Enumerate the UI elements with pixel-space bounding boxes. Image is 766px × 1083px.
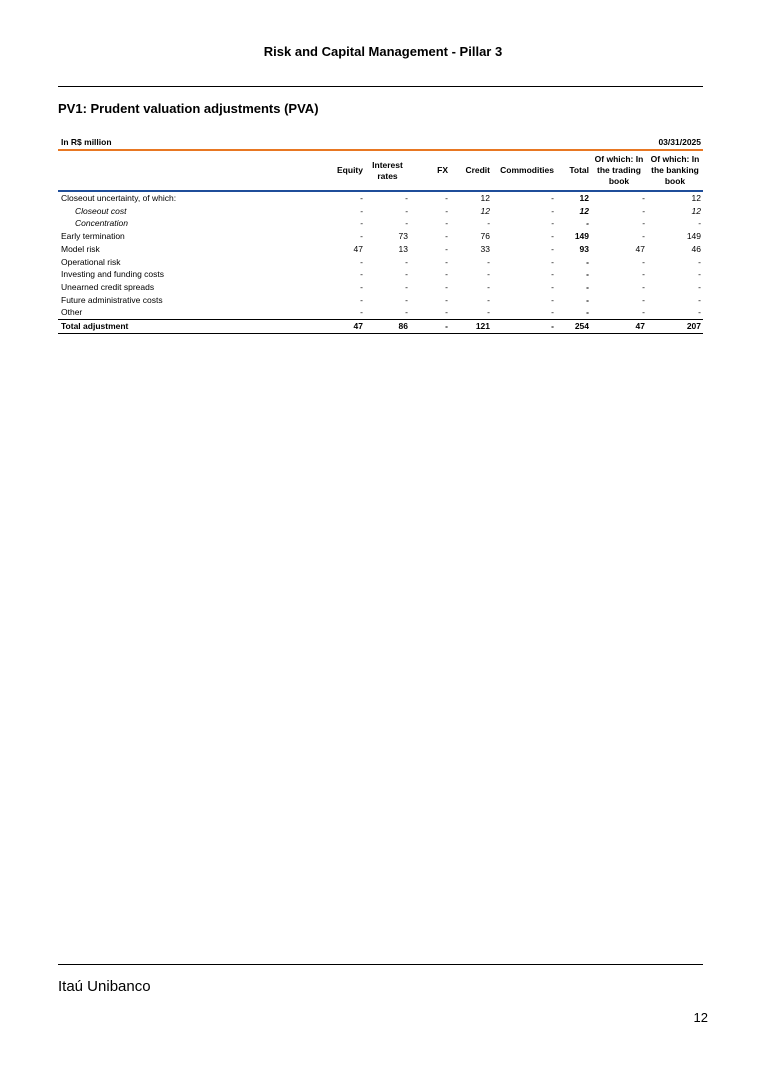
value-cell: - [487,307,490,318]
row-label: Other [61,307,83,318]
value-cell: 47 [591,320,647,334]
row-label: Operational risk [61,256,121,267]
value-cell: 76 [480,231,490,242]
column-header-credit: Credit [450,151,492,191]
value-cell: 47 [320,320,365,334]
value-cell: - [642,307,645,318]
value-cell: - [360,269,363,280]
value-cell: - [642,218,645,229]
footer-divider [58,964,703,965]
value-cell: - [492,320,556,334]
value-cell: - [445,281,448,292]
value-cell: - [445,307,448,318]
value-cell: - [445,294,448,305]
value-cell: - [405,269,408,280]
table-row [58,294,703,307]
value-cell: - [551,243,554,254]
pva-table-container [58,137,703,334]
value-cell: - [405,256,408,267]
value-cell: 93 [579,243,589,254]
page-number: 12 [693,1010,708,1025]
value-cell: - [360,294,363,305]
value-cell: - [487,294,490,305]
row-label: Closeout uncertainty, of which: [61,193,177,203]
column-header-banking-book: Of which: In the banking book [647,151,703,191]
value-cell: - [487,256,490,267]
table-row [58,306,703,319]
value-cell: 149 [574,231,589,242]
value-cell: - [551,205,554,216]
column-header-fx: FX [410,151,450,191]
column-header-commodities: Commodities [492,151,556,191]
table-row [58,205,703,218]
table-row [58,268,703,281]
value-cell: - [642,205,645,216]
value-cell: - [698,256,701,267]
value-cell: - [487,281,490,292]
column-header-equity: Equity [320,151,365,191]
value-cell: - [360,281,363,292]
header-divider [58,86,703,87]
pva-table [58,151,703,334]
value-cell: - [405,218,408,229]
value-cell: 12 [691,193,701,203]
row-label: Investing and funding costs [61,269,165,280]
row-label: Total adjustment [58,320,320,334]
column-header-interest-rates: Interest rates [365,151,410,191]
value-cell: - [445,231,448,242]
table-row [58,230,703,243]
value-cell: - [551,294,554,305]
value-cell: - [405,294,408,305]
table-row [58,191,703,205]
value-cell: - [360,205,363,216]
value-cell: - [698,269,701,280]
table-caption-row [58,137,703,149]
column-header-total: Total [556,151,591,191]
value-cell: 13 [398,243,408,254]
value-cell: - [698,218,701,229]
reference-date: 03/31/2025 [658,137,701,147]
value-cell: 46 [691,243,701,254]
value-cell: - [445,269,448,280]
value-cell: - [586,269,589,280]
value-cell: - [642,231,645,242]
table-row [58,256,703,269]
table-row [58,217,703,230]
value-cell: - [551,256,554,267]
value-cell: - [405,281,408,292]
value-cell: - [360,307,363,318]
value-cell: - [586,281,589,292]
column-header-row [58,151,703,191]
row-label: Future administrative costs [61,294,163,305]
value-cell: - [445,205,448,216]
value-cell: 12 [691,205,701,216]
table-row [58,281,703,294]
unit-label: In R$ million [61,137,112,147]
value-cell: - [642,294,645,305]
value-cell: - [698,281,701,292]
value-cell: - [487,218,490,229]
row-label: Model risk [61,243,100,254]
value-cell: - [586,218,589,229]
value-cell: - [586,307,589,318]
value-cell: - [586,256,589,267]
value-cell: 12 [579,205,589,216]
value-cell: - [551,218,554,229]
document-title: Risk and Capital Management - Pillar 3 [263,44,503,59]
value-cell: - [360,231,363,242]
value-cell: - [487,269,490,280]
section-title: PV1: Prudent valuation adjustments (PVA) [58,101,319,116]
value-cell: - [405,307,408,318]
value-cell: 207 [647,320,703,334]
value-cell: - [698,294,701,305]
value-cell: - [405,205,408,216]
value-cell: - [551,193,554,203]
column-header-trading-book: Of which: In the trading book [591,151,647,191]
value-cell: 12 [480,193,490,203]
value-cell: 12 [579,193,589,203]
value-cell: - [551,269,554,280]
row-label: Unearned credit spreads [61,281,155,292]
value-cell: - [445,256,448,267]
value-cell: 121 [450,320,492,334]
footer-brand: Itaú Unibanco [58,978,151,995]
row-label: Early termination [61,231,125,242]
value-cell: 73 [398,231,408,242]
value-cell: 254 [556,320,591,334]
table-body [58,191,703,333]
value-cell: 47 [635,243,645,254]
value-cell: - [642,256,645,267]
value-cell: 47 [353,243,363,254]
value-cell: - [551,307,554,318]
total-row [58,320,703,334]
value-cell: 86 [365,320,410,334]
value-cell: 33 [480,243,490,254]
row-label: Closeout cost [75,205,127,216]
value-cell: - [551,281,554,292]
value-cell: - [642,193,645,203]
value-cell: - [405,193,408,203]
value-cell: 12 [480,205,490,216]
value-cell: - [551,231,554,242]
header-label-cell [58,151,320,191]
table-row [58,243,703,256]
value-cell: - [698,307,701,318]
value-cell: - [445,193,448,203]
value-cell: 149 [686,231,701,242]
value-cell: - [642,281,645,292]
value-cell: - [642,269,645,280]
value-cell: - [586,294,589,305]
value-cell: - [445,218,448,229]
value-cell: - [360,256,363,267]
value-cell: - [445,243,448,254]
value-cell: - [360,218,363,229]
row-label: Concentration [75,218,128,229]
value-cell: - [360,193,363,203]
value-cell: - [410,320,450,334]
